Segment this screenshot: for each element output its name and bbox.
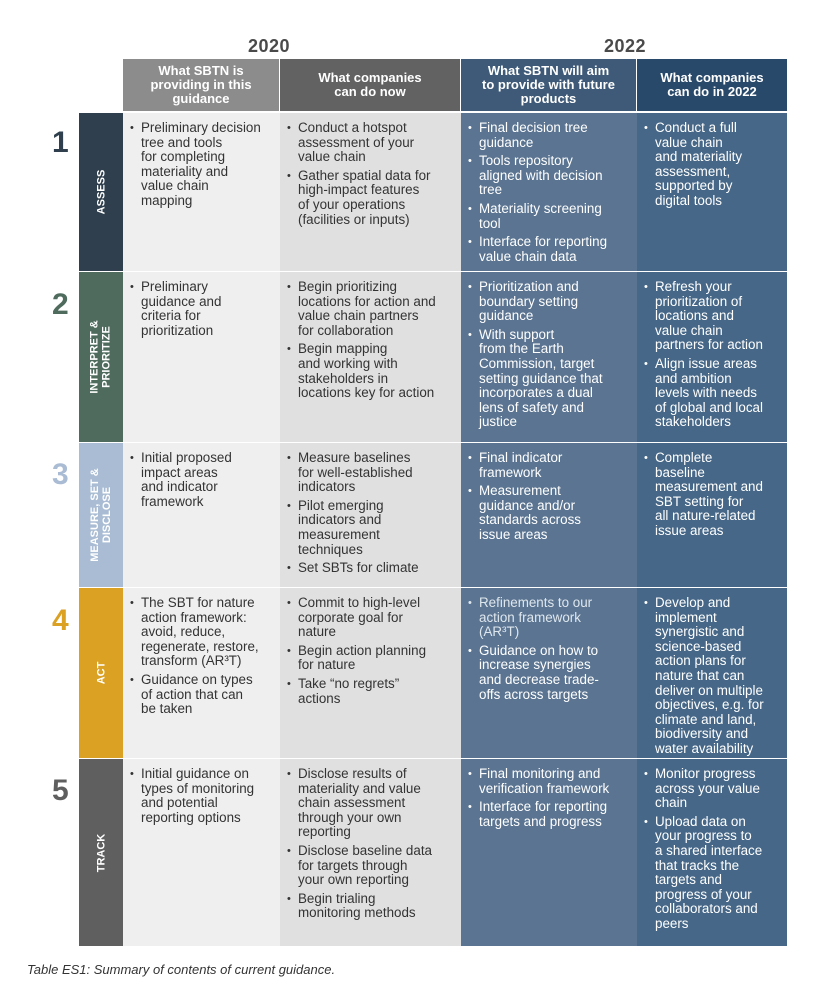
- bullet-list: [643, 451, 781, 539]
- list-item: • Tools repository aligned with decision tree: [467, 154, 631, 198]
- list-item: • Set SBTs for climate: [286, 561, 455, 576]
- table-cell: [637, 759, 787, 946]
- bullet-list: [286, 767, 455, 921]
- year-2022-label: 2022: [604, 36, 647, 56]
- list-item: • Initial proposed impact areas and indicator framework: [129, 451, 274, 509]
- list-item: • Align issue areas and ambition levels with needs of global and local stakeholders: [643, 357, 781, 430]
- row-stage-label: [79, 272, 123, 442]
- list-item: • Preliminary guidance and criteria for prioritization: [129, 280, 274, 338]
- table-caption: Table ES1: Summary of contents of current guidance.: [27, 962, 336, 977]
- list-item: • Guidance on types of action that can be taken: [129, 673, 274, 717]
- row-divider: [123, 946, 787, 947]
- list-item: • Disclose baseline data for targets through your own reporting: [286, 844, 455, 888]
- table-cell: [123, 759, 280, 946]
- bullet-list: [286, 451, 455, 576]
- bullet-list: [129, 596, 274, 717]
- list-item: • Guidance on how to increase synergies and decrease trade- offs across targets: [467, 644, 631, 702]
- stage-label-text: MEASURE, SET & DISCLOSE: [89, 468, 114, 562]
- bullet-list: [286, 596, 455, 706]
- bullet-list: [643, 596, 781, 757]
- table-cell: [461, 443, 637, 587]
- stage-label-text: ASSESS: [95, 169, 108, 215]
- header-sbtn-future: What SBTN will aim to provide with future products: [461, 59, 636, 111]
- table-cell: [123, 443, 280, 587]
- row-number: 4: [52, 604, 69, 637]
- table-cell: [461, 113, 637, 271]
- row-stage-label: [79, 443, 123, 587]
- row-stage-label: [79, 588, 123, 758]
- bullet-list: [643, 121, 781, 209]
- bullet-list: [129, 121, 274, 209]
- row-stage-label: [79, 113, 123, 271]
- row-number: 1: [52, 126, 69, 159]
- table-cell: [280, 113, 461, 271]
- list-item: • Materiality screening tool: [467, 202, 631, 231]
- list-item: • Interface for reporting value chain data: [467, 235, 631, 264]
- header-companies-2022: What companies can do in 2022: [637, 59, 787, 111]
- bullet-list: [467, 767, 631, 829]
- table-cell: [637, 272, 787, 442]
- list-item: • Begin action planning for nature: [286, 644, 455, 673]
- bullet-list: [129, 451, 274, 509]
- list-item: • Complete baseline measurement and SBT setting for all nature-related issue areas: [643, 451, 781, 539]
- table-cell: [461, 588, 637, 758]
- year-2020-label: 2020: [248, 36, 291, 56]
- list-item: • Monitor progress across your value chain: [643, 767, 781, 811]
- table-cell: [637, 113, 787, 271]
- list-item: • Final decision tree guidance: [467, 121, 631, 150]
- table-cell: [123, 272, 280, 442]
- list-item: • Measurement guidance and/or standards across issue areas: [467, 484, 631, 542]
- table-cell: [637, 443, 787, 587]
- table-cell: [123, 588, 280, 758]
- stage-label-text: ACT: [94, 661, 107, 685]
- list-item: • The SBT for nature action framework: avoid, reduce, regenerate, restore, transform (AR³T): [129, 596, 274, 669]
- list-item: • Prioritization and boundary setting guidance: [467, 280, 631, 324]
- stage-label-text: TRACK: [95, 833, 107, 872]
- table-cell: [280, 272, 461, 442]
- list-item: • Conduct a full value chain and materiality assessment, supported by digital tools: [643, 121, 781, 209]
- list-item: • Initial guidance on types of monitoring and potential reporting options: [129, 767, 274, 825]
- header-companies-now: What companies can do now: [280, 59, 460, 111]
- table-cell: [280, 443, 461, 587]
- table-cell: [637, 588, 787, 758]
- row-number: 3: [52, 458, 69, 491]
- list-item: • Preliminary decision tree and tools for completing materiality and value chain mapping: [129, 121, 274, 209]
- bullet-list: [129, 767, 274, 825]
- list-item: • Commit to high-level corporate goal for nature: [286, 596, 455, 640]
- header-sbtn-providing: What SBTN is providing in this guidance: [123, 59, 279, 111]
- list-item: • Disclose results of materiality and value chain assessment through your own reporting: [286, 767, 455, 840]
- row-number: 5: [52, 774, 69, 807]
- row-number: 2: [52, 288, 69, 321]
- list-item: • Begin prioritizing locations for action and value chain partners for collaboration: [286, 280, 455, 338]
- table-cell: [461, 759, 637, 946]
- table-cell: [461, 272, 637, 442]
- row-stage-label: [79, 759, 123, 946]
- bullet-list: [643, 767, 781, 932]
- list-item: • Interface for reporting targets and progress: [467, 800, 631, 829]
- table-cell: [280, 759, 461, 946]
- bullet-list: [467, 451, 631, 543]
- list-item: • Conduct a hotspot assessment of your value chain: [286, 121, 455, 165]
- table-cell: [280, 588, 461, 758]
- bullet-list: [643, 280, 781, 430]
- list-item: • Measure baselines for well-established indicators: [286, 451, 455, 495]
- list-item: • Pilot emerging indicators and measurement techniques: [286, 499, 455, 557]
- list-item: • With support from the Earth Commission, target setting guidance that incorporates a dual lens of safety and justice: [467, 328, 631, 430]
- list-item: • Refinements to our action framework (AR³T): [467, 596, 631, 640]
- list-item: • Gather spatial data for high-impact features of your operations (facilities or inputs): [286, 169, 455, 227]
- list-item: • Develop and implement synergistic and science-based action plans for nature that can deliver on multiple objectives, e.g. for climate and land, biodiversity and water availability: [643, 596, 781, 757]
- list-item: • Take “no regrets” actions: [286, 677, 455, 706]
- list-item: • Final monitoring and verification framework: [467, 767, 631, 796]
- list-item: • Refresh your prioritization of locations and value chain partners for action: [643, 280, 781, 353]
- bullet-list: [467, 596, 631, 702]
- bullet-list: [286, 280, 455, 401]
- list-item: • Final indicator framework: [467, 451, 631, 480]
- list-item: • Begin trialing monitoring methods: [286, 892, 455, 921]
- list-item: • Upload data on your progress to a shared interface that tracks the targets and progress of your collaborators and peers: [643, 815, 781, 932]
- table-cell: [123, 113, 280, 271]
- bullet-list: [467, 121, 631, 264]
- stage-label-text: INTERPRET & PRIORITIZE: [89, 320, 113, 394]
- list-item: • Begin mapping and working with stakeholders in locations key for action: [286, 342, 455, 400]
- bullet-list: [129, 280, 274, 338]
- bullet-list: [286, 121, 455, 227]
- bullet-list: [467, 280, 631, 430]
